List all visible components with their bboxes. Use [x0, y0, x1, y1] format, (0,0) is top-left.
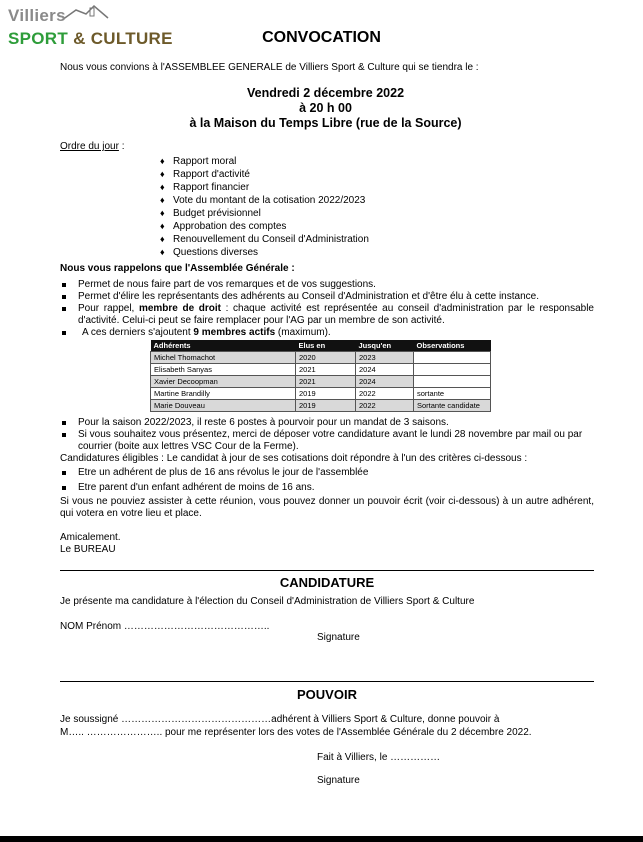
candidature-signature: Signature: [317, 632, 360, 643]
agenda-item: ♦ Rapport financier: [160, 181, 369, 194]
reminder-item: Permet de nous faire part de vos remarques et de vos suggestions.: [60, 279, 594, 291]
agenda-item: ♦ Budget prévisionnel: [160, 207, 369, 220]
agenda-list: [160, 155, 369, 259]
table-header-row: [151, 340, 491, 352]
table-row: [151, 352, 491, 364]
info-item: Pour la saison 2022/2023, il reste 6 postes à pourvoir pour un mandat de 3 saisons.: [60, 417, 594, 429]
table-row: [151, 376, 491, 388]
candidature-title: CANDIDATURE: [279, 575, 375, 590]
table-cell: Xavier Decoopman: [151, 376, 296, 388]
pouvoir-line1: Je soussigné ………………………………………adhérent à Villiers Sport & Culture, donne pouvoir à: [60, 714, 500, 725]
eligibility-text: Candidatures éligibles : Le candidat à jour de ses cotisations doit répondre à l'un des critères ci-dessous :: [60, 453, 528, 464]
info-item: Si vous souhaitez vous présentez, merci de déposer votre candidature avant le lundi 28 novembre par mail ou par courrier (boite aux lettres VSC Cour de la Ferme).: [60, 429, 594, 453]
closing-line2: Le BUREAU: [60, 544, 116, 555]
table-row: [151, 400, 491, 412]
reminder-item: Permet d'élire les représentants des adhérents au Conseil d'Administration et d'être élu à cette instance.: [60, 291, 594, 303]
agenda-item: ♦ Approbation des comptes: [160, 220, 369, 233]
agenda-item: ♦ Questions diverses: [160, 246, 369, 259]
table-cell: 2019: [296, 400, 356, 412]
table-cell: 2021: [296, 364, 356, 376]
table-cell: Elisabeth Sanyas: [151, 364, 296, 376]
table-cell: 2022: [356, 400, 414, 412]
divider: [60, 681, 594, 682]
table-row: [151, 388, 491, 400]
reminder-item: A ces derniers s'ajoutent 9 membres actifs (maximum).: [60, 327, 594, 339]
table-cell: 2019: [296, 388, 356, 400]
table-cell: 2021: [296, 376, 356, 388]
event-place: à la Maison du Temps Libre (rue de la Source): [189, 116, 462, 130]
logo-text-sport-culture: SPORT & CULTURE: [8, 29, 173, 48]
table-cell: 2024: [356, 376, 414, 388]
criteria-item: Etre un adhérent de plus de 16 ans révolus le jour de l'assemblée: [60, 467, 594, 479]
table-cell: 2023: [356, 352, 414, 364]
table-cell: Martine Brandilly: [151, 388, 296, 400]
reminder-item: Pour rappel, membre de droit : chaque activité est représentée au conseil d'administration par le responsable d'activité. Celui-ci peut se faire remplacer pour l'AG par un membre de son activité.: [60, 303, 594, 327]
proxy-text: Si vous ne pouviez assister à cette réunion, vous pouvez donner un pouvoir écrit (voir ci-dessous) à un autre adhérent, qui votera en votre lieu et place.: [60, 496, 594, 519]
closing-line1: Amicalement.: [60, 532, 121, 543]
intro-text: Nous vous convions à l'ASSEMBLEE GENERALE de Villiers Sport & Culture qui se tiendra le :: [60, 62, 479, 73]
agenda-item: ♦ Rapport d'activité: [160, 168, 369, 181]
table-cell: sortante: [414, 388, 491, 400]
pouvoir-line2: M….. ………………….. pour me représenter lors des votes de l'Assemblée Générale du 2 décembre 2022.: [60, 727, 532, 738]
agenda-item: ♦ Renouvellement du Conseil d'Administration: [160, 233, 369, 246]
table-cell: 2020: [296, 352, 356, 364]
page-title: CONVOCATION: [262, 29, 381, 46]
logo-text-villiers: Villiers: [8, 6, 66, 25]
pouvoir-signature: Signature: [317, 775, 360, 786]
table-header: Adhérents: [151, 340, 296, 352]
table-cell: [414, 376, 491, 388]
event-date: Vendredi 2 décembre 2022: [246, 86, 405, 100]
candidature-text: Je présente ma candidature à l'élection du Conseil d'Administration de Villiers Sport & Culture: [60, 596, 475, 607]
table-row: [151, 364, 491, 376]
table-cell: Michel Thomachot: [151, 352, 296, 364]
bottom-border: [0, 836, 643, 842]
criteria-item: Etre parent d'un enfant adhérent de moins de 16 ans.: [60, 482, 594, 494]
logo-roof-icon: [60, 4, 110, 27]
agenda-item: ♦ Rapport moral: [160, 155, 369, 168]
table-header: Elus en: [296, 340, 356, 352]
table-cell: Sortante candidate: [414, 400, 491, 412]
table-cell: 2022: [356, 388, 414, 400]
pouvoir-title: POUVOIR: [297, 687, 357, 702]
table-header: Jusqu'en: [356, 340, 414, 352]
table-cell: 2024: [356, 364, 414, 376]
table-header: Observations: [414, 340, 491, 352]
candidature-name-field: NOM Prénom ……………………………………..: [60, 621, 270, 632]
divider: [60, 570, 594, 571]
event-time: à 20 h 00: [299, 101, 352, 115]
members-table: [150, 340, 491, 412]
pouvoir-place: Fait à Villiers, le ……………: [317, 752, 441, 763]
reminder-heading: Nous vous rappelons que l'Assemblée Générale :: [60, 263, 295, 274]
table-cell: Marie Douveau: [151, 400, 296, 412]
table-cell: [414, 352, 491, 364]
table-cell: [414, 364, 491, 376]
agenda-heading: Ordre du jour :: [60, 141, 125, 152]
after-table-text: [60, 417, 594, 520]
reminder-list: [60, 279, 594, 339]
agenda-item: ♦ Vote du montant de la cotisation 2022/2023: [160, 194, 369, 207]
